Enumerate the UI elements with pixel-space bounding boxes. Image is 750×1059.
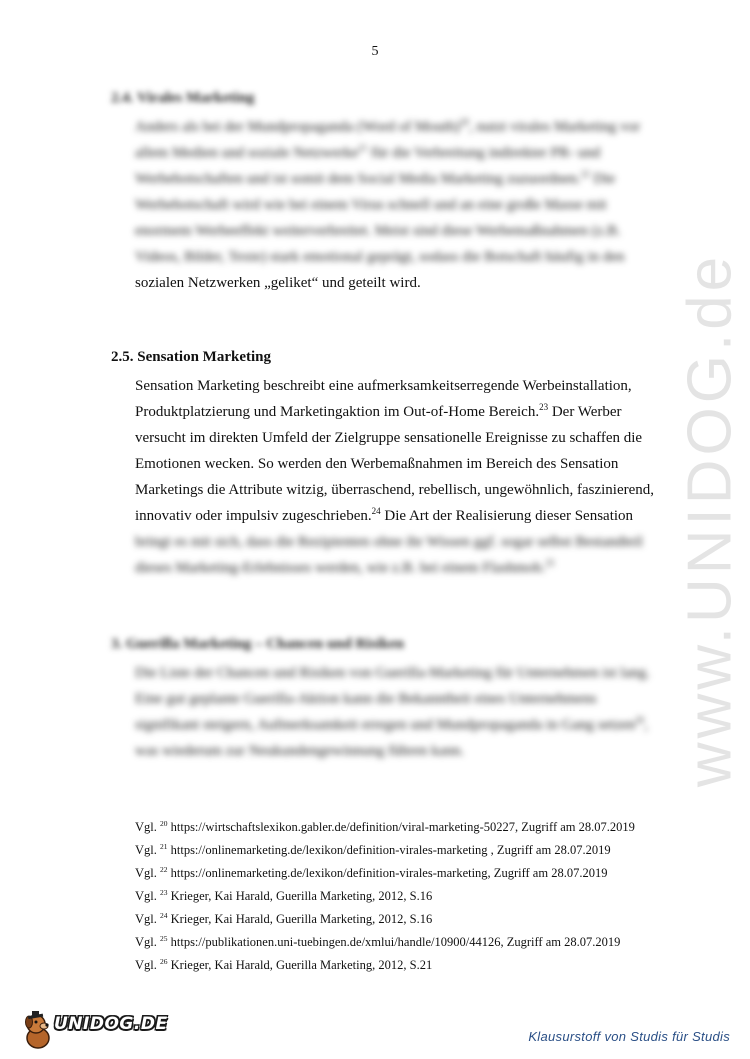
footnote: Vgl. $^{23}$ Krieger, Kai Harald, Guerilla Marketing, 2012, S.16 [135, 888, 433, 903]
text-line: enormem Werbeeffekt weiterverbreitet. Meist sind diese Werbemaßnahmen (z.B. [135, 223, 621, 239]
footnotes [135, 816, 635, 977]
text-line: Produktplatzierung und Marketingaktion im Out-of-Home Bereich.$^{23}$ Der Werber [135, 402, 622, 420]
paragraph-virales-marketing [135, 114, 670, 296]
text-line: versucht im direkten Umfeld der Zielgruppe sensationelle Ereignisse zu schaffen die [135, 430, 643, 446]
section-heading-guerilla-marketing: 3. Guerilla Marketing – Chancen und Risiken [111, 636, 404, 652]
section-heading-sensation-marketing: 2.5. Sensation Marketing [111, 349, 272, 365]
blurred-text-block [135, 114, 670, 270]
text-line: signifikant steigern, Aufmerksamkeit erregen und Mundpropaganda in Gang setzen$^{26}$, [135, 715, 649, 733]
text-line: Anders als bei der Mundpropaganda (Word of Mouth)$^{20}$, nutzt virales Marketing vor [135, 117, 641, 135]
text-line: innovativ oder impulsiv zugeschrieben.$^{24}$ Die Art der Realisierung dieser Sensation [135, 506, 634, 524]
page-number: 5 [371, 44, 379, 59]
text-line: dieses Marketing-Erlebnisses werden, wie z.B. bei einem Flashmob.$^{25}$ [135, 558, 555, 576]
text-line: Emotionen wecken. So werden den Werbemaßnahmen im Bereich des Sensation [135, 456, 619, 472]
blurred-text-block [135, 660, 670, 764]
blurred-text-block [135, 529, 670, 581]
paragraph-guerilla-marketing [135, 660, 670, 764]
text-line: Die Liste der Chancen und Risiken von Guerilla-Marketing für Unternehmen ist lang. [135, 665, 650, 681]
dog-mascot-icon [18, 1008, 58, 1052]
footer-tagline: Klausurstoff von Studis für Studis [528, 1029, 730, 1044]
footnote: Vgl. $^{20}$ https://wirtschaftslexikon.gabler.de/definition/viral-marketing-50227, Zugriff am 28.07.2019 [135, 819, 635, 834]
watermark: www.UNIDOG.de [675, 252, 745, 788]
text-line: Werbebotschaft wird wie bei einem Virus schnell und an eine große Masse mit [135, 197, 607, 213]
text-line: Videos, Bilder, Texte) stark emotional geprägt, sodass die Botschaft häufig in den [135, 249, 625, 265]
footnote: Vgl. $^{21}$ https://onlinemarketing.de/lexikon/definition-virales-marketing , Zugriff am 28.07.2019 [135, 842, 611, 857]
unidog-logo[interactable] [18, 1008, 168, 1052]
text-line: Werbebotschaften und ist somit dem Social Media Marketing zuzuordnen.$^{22}$ Die [135, 169, 616, 187]
text-line: was wiederum zur Neukundengewinnung führen kann. [135, 743, 465, 759]
footnote: Vgl. $^{22}$ https://onlinemarketing.de/lexikon/definition-virales-marketing, Zugriff am 28.07.2019 [135, 865, 608, 880]
text-line: Marketings die Attribute witzig, überraschend, rebellisch, ungewöhnlich, faszinierend, [135, 482, 655, 498]
text-line: Sensation Marketing beschreibt eine aufmerksamkeitserregende Werbeinstallation, [135, 378, 632, 394]
text-line: allem Medien und soziale Netzwerke$^{21}$ für die Verbreitung indirekter PR- und [135, 143, 601, 161]
footnote: Vgl. $^{24}$ Krieger, Kai Harald, Guerilla Marketing, 2012, S.16 [135, 911, 433, 926]
paragraph-sensation-marketing [135, 373, 670, 581]
text-line: Eine gut geplante Guerilla-Aktion kann die Bekanntheit eines Unternehmens [135, 691, 597, 707]
footnote: Vgl. $^{25}$ https://publikationen.uni-tuebingen.de/xmlui/handle/10900/44126, Zugriff am 28.07.2019 [135, 934, 621, 949]
text-line: sozialen Netzwerken „geliket“ und geteilt wird. [135, 275, 421, 291]
footnote: Vgl. $^{26}$ Krieger, Kai Harald, Guerilla Marketing, 2012, S.21 [135, 957, 433, 972]
logo-text: UNIDOG.DE [54, 1014, 168, 1034]
text-line: bringt es mit sich, dass die Rezipienten ohne ihr Wissen ggf. sogar selbst Bestandteil [135, 534, 643, 550]
section-heading-virales-marketing: 2.4. Virales Marketing [111, 90, 255, 106]
